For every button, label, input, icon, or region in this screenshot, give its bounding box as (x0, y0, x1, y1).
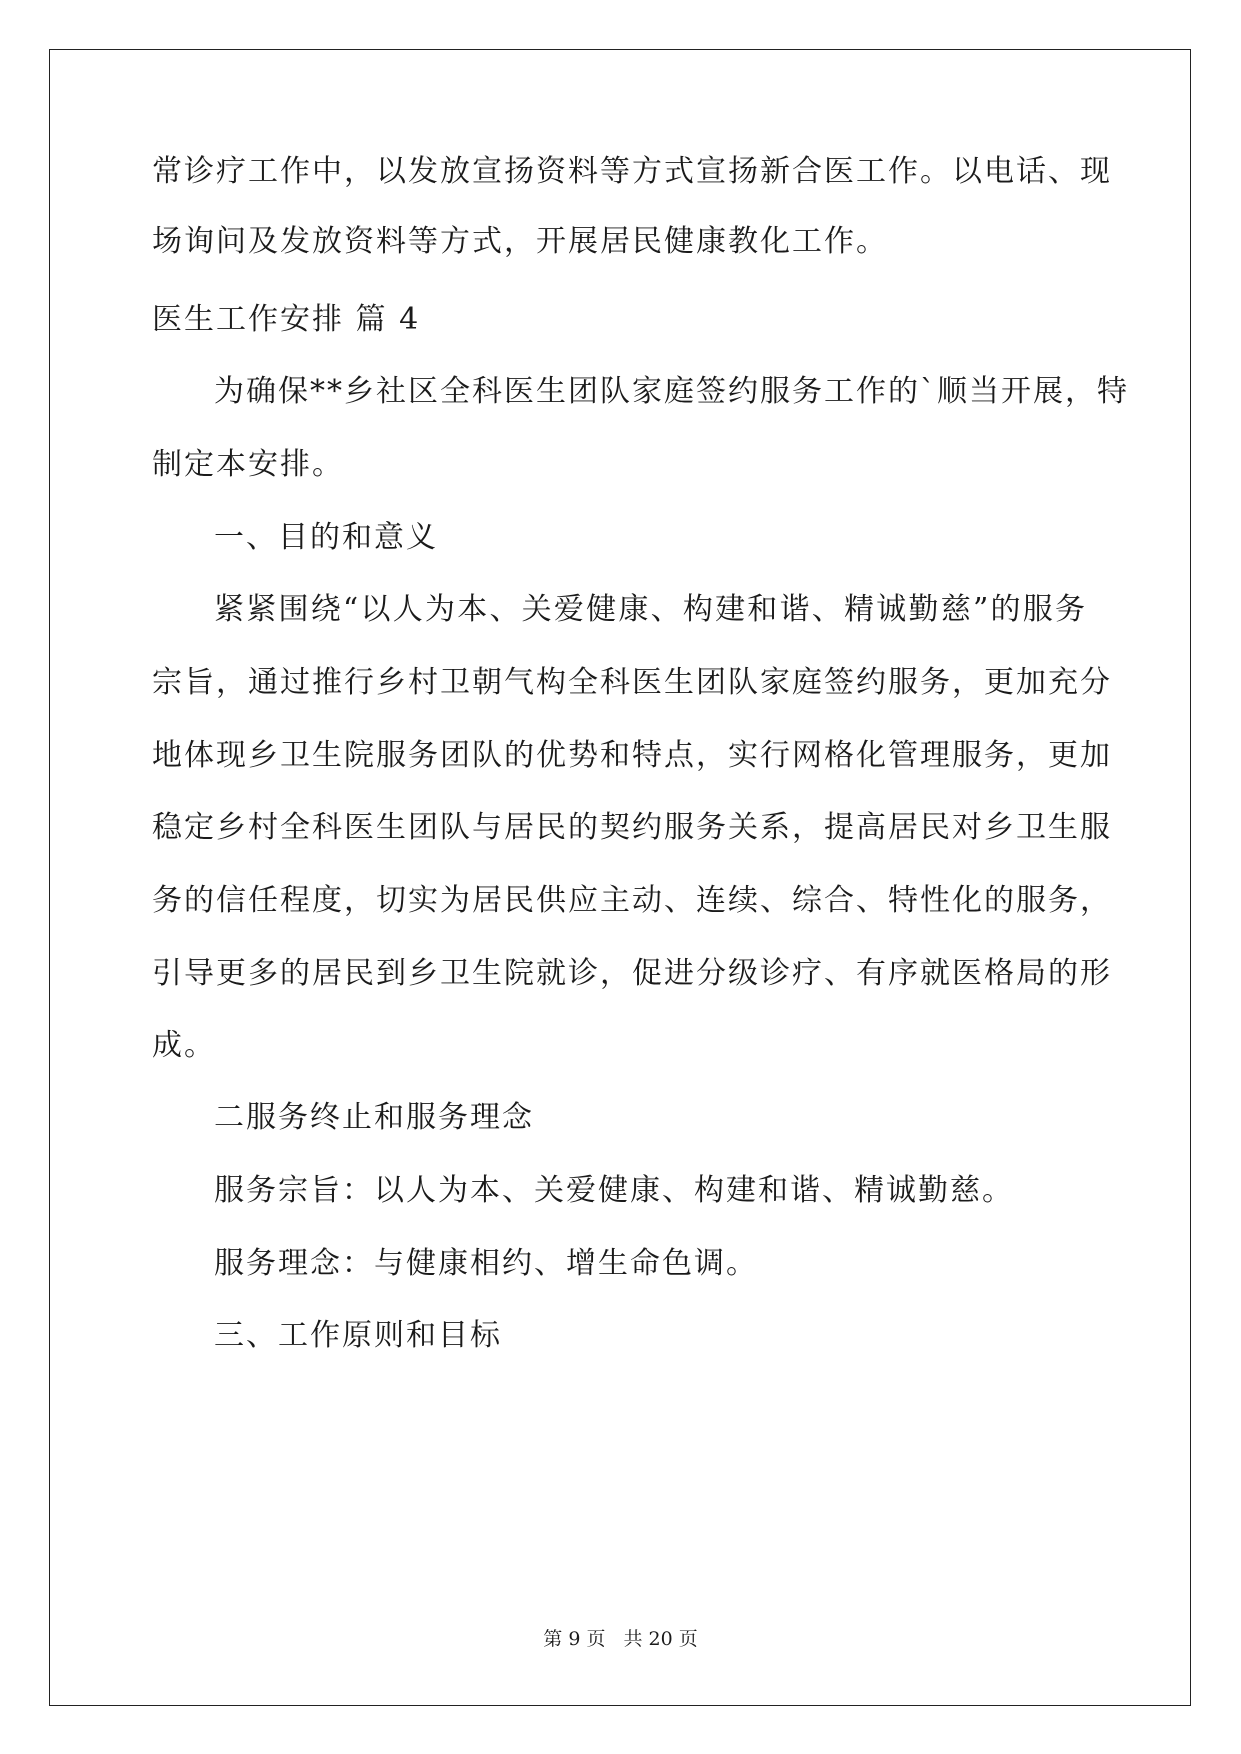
paragraph-line: 常诊疗工作中，以发放宣扬资料等方式宣扬新合医工作。以电话、现 (152, 154, 1112, 189)
paragraph-line: 成。 (152, 1028, 216, 1063)
subheading: 一、目的和意义 (214, 520, 438, 555)
paragraph-line: 紧紧围绕“以人为本、关爱健康、构建和谐、精诚勤慈”的服务 (214, 592, 1087, 627)
paragraph-line: 引导更多的居民到乡卫生院就诊，促进分级诊疗、有序就医格局的形 (152, 956, 1112, 991)
paragraph-line: 场询问及发放资料等方式，开展居民健康教化工作。 (152, 224, 888, 259)
paragraph-line: 稳定乡村全科医生团队与居民的契约服务关系，提高居民对乡卫生服 (152, 810, 1112, 845)
paragraph-line: 务的信任程度，切实为居民供应主动、连续、综合、特性化的服务， (152, 883, 1112, 918)
paragraph-line: 地体现乡卫生院服务团队的优势和特点，实行网格化管理服务，更加 (152, 738, 1112, 773)
paragraph-line: 服务理念：与健康相约、增生命色调。 (214, 1246, 758, 1281)
page-border (49, 49, 1191, 1706)
page-total: 共 20 页 (623, 1628, 698, 1650)
paragraph-line: 宗旨，通过推行乡村卫朝气构全科医生团队家庭签约服务，更加充分 (152, 665, 1112, 700)
section-heading: 医生工作安排 篇 4 (152, 302, 421, 337)
page-footer (0, 1627, 1241, 1651)
paragraph-line: 为确保**乡社区全科医生团队家庭签约服务工作的`顺当开展，特 (214, 374, 1129, 409)
paragraph-line: 服务宗旨：以人为本、关爱健康、构建和谐、精诚勤慈。 (214, 1173, 1014, 1208)
subheading: 三、工作原则和目标 (214, 1318, 502, 1353)
paragraph-line: 制定本安排。 (152, 447, 344, 482)
subheading: 二服务终止和服务理念 (214, 1100, 534, 1135)
page-number: 第 9 页 (543, 1628, 606, 1650)
